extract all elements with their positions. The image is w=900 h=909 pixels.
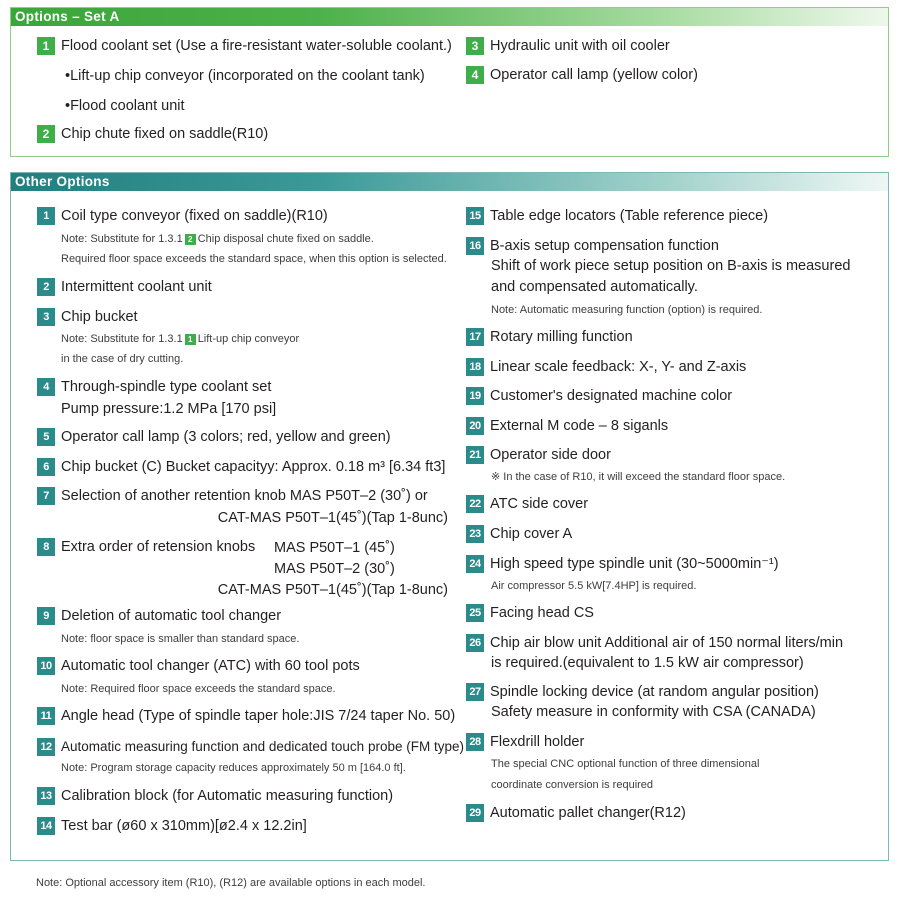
number-badge: 6 <box>37 458 55 476</box>
item-text: Linear scale feedback: X-, Y- and Z-axis <box>490 359 747 375</box>
option-item-13 <box>37 786 393 807</box>
item-text: External M code – 8 siganls <box>490 418 669 434</box>
number-badge: 16 <box>466 237 484 255</box>
option-item-9 <box>37 606 281 627</box>
number-badge: 14 <box>37 817 55 835</box>
number-badge: 21 <box>466 446 484 464</box>
option-item-5 <box>37 427 391 448</box>
number-badge: 13 <box>37 787 55 805</box>
option-item-6 <box>37 457 445 478</box>
set-a-item-2 <box>37 124 268 145</box>
number-badge: 9 <box>37 607 55 625</box>
item-text: Customer's designated machine color <box>490 388 733 404</box>
option-item-11 <box>37 706 455 727</box>
option-item-15 <box>466 206 768 227</box>
option-item-3-note <box>61 332 299 346</box>
option-item-12 <box>37 736 464 757</box>
number-badge: 23 <box>466 525 484 543</box>
item-text: Chip air blow unit Additional air of 150 normal liters/min <box>490 635 844 651</box>
option-item-28-note-2: coordinate conversion is required <box>491 779 654 791</box>
number-badge: 20 <box>466 417 484 435</box>
note-text: Chip disposal chute fixed on saddle. <box>197 233 374 245</box>
option-item-3-note-2: in the case of dry cutting. <box>61 353 184 365</box>
item-text: Automatic measuring function and dedicated touch probe (FM type) <box>61 739 464 754</box>
number-badge: 1 <box>37 37 55 55</box>
option-item-21 <box>466 445 611 466</box>
option-item-8-knob-3: CAT-MAS P50T–1(45˚)(Tap 1-8unc) <box>217 582 448 598</box>
number-badge: 8 <box>37 538 55 556</box>
option-item-17 <box>466 327 633 348</box>
option-item-2 <box>37 277 212 298</box>
option-item-9-note: Note: floor space is smaller than standard space. <box>61 633 300 645</box>
item-text: ATC side cover <box>490 496 589 512</box>
option-item-28-note: The special CNC optional function of three dimensional <box>491 758 760 770</box>
mini-badge: 1 <box>185 334 196 345</box>
bullet: • <box>65 98 71 114</box>
number-badge: 27 <box>466 683 484 701</box>
number-badge: 15 <box>466 207 484 225</box>
option-item-24 <box>466 554 779 575</box>
item-text: Chip cover A <box>490 526 573 542</box>
option-item-25 <box>466 603 594 624</box>
option-item-28 <box>466 732 584 753</box>
option-item-8-knob-1: MAS P50T–1 (45˚) <box>274 540 395 556</box>
option-item-7 <box>37 486 428 507</box>
number-badge: 12 <box>37 738 55 756</box>
item-text: Chip bucket <box>61 309 138 325</box>
number-badge: 2 <box>37 125 55 143</box>
item-text: Flood coolant set (Use a fire-resistant water-soluble coolant.) <box>61 38 452 54</box>
number-badge: 26 <box>466 634 484 652</box>
item-text: Facing head CS <box>490 605 594 621</box>
set-a-item-3 <box>466 36 670 57</box>
option-item-1-note <box>61 232 374 246</box>
number-badge: 3 <box>37 308 55 326</box>
set-a-item-1-sub-1 <box>65 68 425 84</box>
item-text: Test bar (ø60 x 310mm)[ø2.4 x 12.2in] <box>61 818 307 834</box>
number-badge: 5 <box>37 428 55 446</box>
number-badge: 7 <box>37 487 55 505</box>
option-item-26-line-2: is required.(equivalent to 1.5 kW air compressor) <box>491 655 804 671</box>
option-item-4-line-2: Pump pressure:1.2 MPa [170 psi] <box>61 401 277 417</box>
option-item-16-line-2: Shift of work piece setup position on B-axis is measured <box>491 258 851 274</box>
option-item-16-note: Note: Automatic measuring function (option) is required. <box>491 304 763 316</box>
item-text: Through-spindle type coolant set <box>61 379 272 395</box>
item-text: Operator side door <box>490 447 611 463</box>
option-item-10 <box>37 656 360 677</box>
other-options-panel <box>10 172 889 861</box>
footnote: Note: Optional accessory item (R10), (R12) are available options in each model. <box>36 877 426 889</box>
set-a-item-4 <box>466 65 698 86</box>
item-text: Extra order of retension knobs <box>61 539 256 555</box>
number-badge: 18 <box>466 358 484 376</box>
option-item-4 <box>37 377 271 398</box>
set-a-item-1-sub-2 <box>65 98 185 114</box>
number-badge: 25 <box>466 604 484 622</box>
option-item-14 <box>37 816 307 837</box>
number-badge: 17 <box>466 328 484 346</box>
item-text: Spindle locking device (at random angular position) <box>490 684 819 700</box>
item-text: Table edge locators (Table reference piece) <box>490 208 769 224</box>
item-text: Angle head (Type of spindle taper hole:JIS 7/24 taper No. 50) <box>61 708 456 724</box>
number-badge: 19 <box>466 387 484 405</box>
item-text: B-axis setup compensation function <box>490 238 719 254</box>
item-text: Selection of another retention knob MAS P50T–2 (30˚) or <box>61 488 428 504</box>
option-item-20 <box>466 416 668 437</box>
sub-text: Lift-up chip conveyor (incorporated on the coolant tank) <box>70 68 425 84</box>
item-text: Calibration block (for Automatic measuring function) <box>61 788 394 804</box>
item-text: Flexdrill holder <box>490 734 585 750</box>
number-badge: 28 <box>466 733 484 751</box>
set-a-item-1 <box>37 36 452 57</box>
option-item-27 <box>466 682 819 703</box>
option-item-16-line-3: and compensated automatically. <box>491 279 698 295</box>
option-item-12-note: Note: Program storage capacity reduces approximately 50 m [164.0 ft]. <box>61 762 406 774</box>
option-item-3 <box>37 307 138 328</box>
option-item-10-note: Note: Required floor space exceeds the standard space. <box>61 683 336 695</box>
option-item-24-note: Air compressor 5.5 kW[7.4HP] is required. <box>491 580 697 592</box>
option-item-29 <box>466 803 686 824</box>
item-text: Deletion of automatic tool changer <box>61 608 282 624</box>
note-text: Lift-up chip conveyor <box>197 333 300 345</box>
number-badge: 24 <box>466 555 484 573</box>
option-item-18 <box>466 357 746 378</box>
option-item-8 <box>37 537 255 558</box>
item-text: Coil type conveyor (fixed on saddle)(R10) <box>61 208 328 224</box>
option-item-27-line-2: Safety measure in conformity with CSA (CANADA) <box>491 704 816 720</box>
number-badge: 4 <box>37 378 55 396</box>
item-text: Automatic tool changer (ATC) with 60 tool pots <box>61 658 360 674</box>
option-item-1 <box>37 206 328 227</box>
option-item-16 <box>466 236 719 257</box>
item-text: Operator call lamp (yellow color) <box>490 67 698 83</box>
note-text: Note: Substitute for 1.3.1 <box>61 333 183 345</box>
item-text: Hydraulic unit with oil cooler <box>490 38 670 54</box>
item-text: Chip chute fixed on saddle(R10) <box>61 126 269 142</box>
item-text: Operator call lamp (3 colors; red, yellow and green) <box>61 429 391 445</box>
item-text: Intermittent coolant unit <box>61 279 212 295</box>
number-badge: 29 <box>466 804 484 822</box>
option-item-8-knob-2: MAS P50T–2 (30˚) <box>274 561 395 577</box>
note-text: Note: Substitute for 1.3.1 <box>61 233 183 245</box>
option-item-23 <box>466 524 572 545</box>
item-text: High speed type spindle unit (30~5000min⁻¹) <box>490 556 779 572</box>
number-badge: 4 <box>466 66 484 84</box>
option-item-21-note: ※ In the case of R10, it will exceed the standard floor space. <box>491 471 786 483</box>
options-set-a-panel <box>10 7 889 157</box>
option-item-26 <box>466 633 843 654</box>
mini-badge: 2 <box>185 234 196 245</box>
item-text: Chip bucket (C) Bucket capacityy: Approx. 0.18 m³ [6.34 ft3] <box>61 459 446 475</box>
options-set-a-header: Options – Set A <box>11 8 888 26</box>
number-badge: 1 <box>37 207 55 225</box>
number-badge: 10 <box>37 657 55 675</box>
sub-text: Flood coolant unit <box>70 98 185 114</box>
option-item-7-line-2: CAT-MAS P50T–1(45˚)(Tap 1-8unc) <box>217 510 448 526</box>
option-item-22 <box>466 494 588 515</box>
number-badge: 22 <box>466 495 484 513</box>
bullet: • <box>65 68 71 84</box>
number-badge: 3 <box>466 37 484 55</box>
number-badge: 2 <box>37 278 55 296</box>
option-item-1-note-2: Required floor space exceeds the standard space, when this option is selected. <box>61 253 447 265</box>
item-text: Automatic pallet changer(R12) <box>490 805 686 821</box>
number-badge: 11 <box>37 707 55 725</box>
other-options-header: Other Options <box>11 173 888 191</box>
item-text: Rotary milling function <box>490 329 633 345</box>
option-item-19 <box>466 386 732 407</box>
